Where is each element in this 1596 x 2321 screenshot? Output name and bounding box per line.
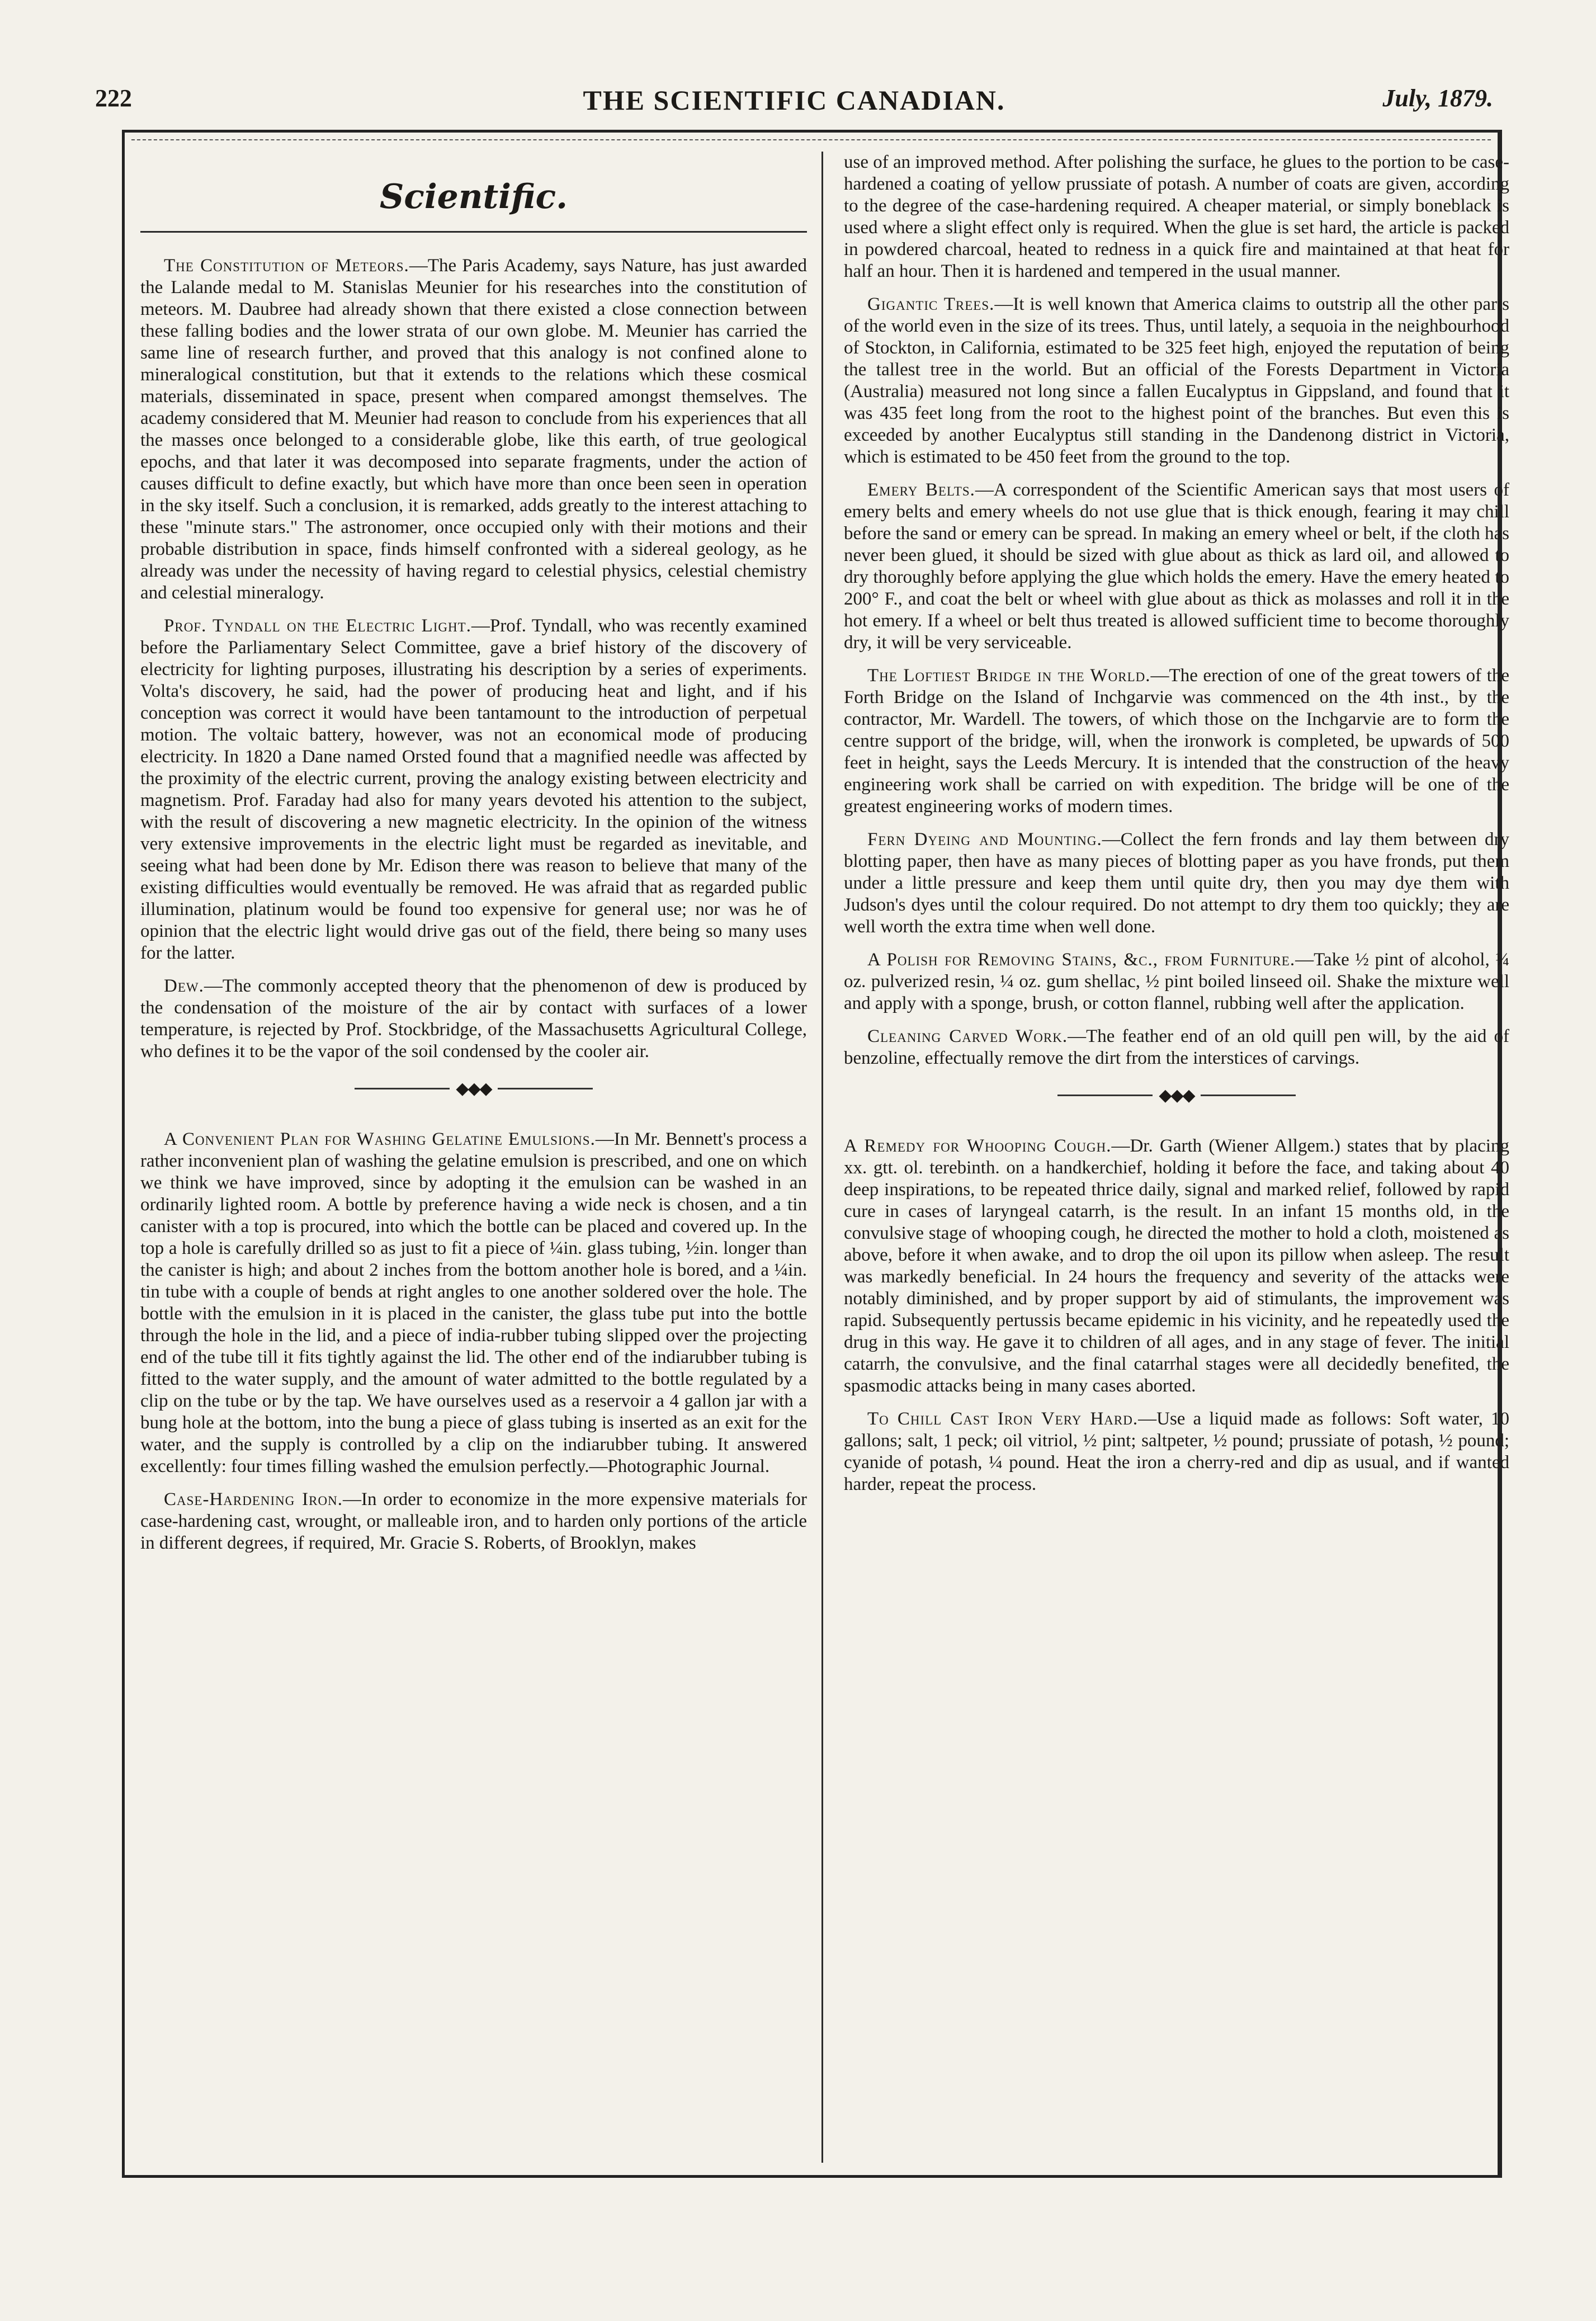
article-paragraph — [844, 1408, 1509, 1496]
ornament-line — [498, 1088, 593, 1089]
article-title: A Remedy for Whooping Cough. — [844, 1135, 1112, 1156]
left-articles — [140, 255, 807, 1063]
article-paragraph — [844, 1026, 1509, 1069]
article-paragraph — [140, 255, 807, 604]
left-articles-after — [140, 1129, 807, 1554]
article-body: —The commonly accepted theory that the phenomenon of dew is produced by the condensation of the moisture of the air by contact with surfaces of a lower temperature, is rejected by Prof. Stockbridge, of the Massachusetts Agricultural College, who defines it to be the vapor of the soil condensed by the cooler air. — [140, 976, 807, 1062]
article-paragraph — [844, 1135, 1509, 1397]
article-body: —Collect the fern fronds and lay them between dry blotting paper, then have as many pieces of blotting paper as you have fronds, put them under a little pressure and keep them until quite dry, then you may dye them with Judson's dyes until the colour required. Do not attempt to dry them too quickly; they are well worth the extra time when well done. — [844, 829, 1509, 937]
article-paragraph — [140, 1489, 807, 1554]
journal-title: THE SCIENTIFIC CANADIAN. — [583, 84, 1005, 116]
column-divider — [821, 152, 823, 2163]
article-body: use of an improved method. After polishing the surface, he glues to the portion to be case-hardened a coating of yellow prussiate of potash. A number of coats are given, according to the degree of the case-hardening required. A cheaper material, or simply boneblack is used where a slight effect only is required. When the glue is set hard, the article is packed in powdered charcoal, heated to redness in a quick fire and maintained at that heat for half an hour. Then it is hardened and tempered in the usual manner. — [844, 152, 1509, 281]
article-body: —Use a liquid made as follows: Soft water, 10 gallons; salt, 1 peck; oil vitriol, ½ pint; saltpeter, ½ pound; prussiate of potash, ½ pound; cyanide of potash, ¼ pound. Heat the iron a cherry-red and dip as usual, and if wanted harder, repeat the process. — [844, 1408, 1509, 1494]
article-title: Case-Hardening Iron. — [164, 1489, 343, 1509]
section-heading: Scientific. — [379, 177, 568, 216]
article-body: —The erection of one of the great towers of the Forth Bridge on the Island of Inchgarvie was commenced on the 4th inst., by the contractor, Mr. Wardell. The towers, of which those on the Inchgarvie are to form the centre support of the bridge, will, when the ironwork is completed, be upwards of 500 feet in height, says the Leeds Mercury. It is intended that the construction of the heavy engineering work shall be carried on with expedition. The bridge will be one of the greatest engineering works of modern times. — [844, 666, 1509, 817]
page-number: 222 — [95, 84, 132, 112]
article-title: Emery Belts. — [867, 480, 975, 500]
article-title: A Polish for Removing Stains, &c., from Furniture. — [867, 950, 1296, 970]
article-title: To Chill Cast Iron Very Hard. — [867, 1408, 1139, 1429]
article-paragraph — [844, 479, 1509, 654]
article-paragraph — [844, 949, 1509, 1015]
right-articles — [844, 152, 1509, 1069]
article-paragraph — [844, 829, 1509, 938]
right-column — [835, 152, 1509, 2163]
article-title: Dew. — [164, 976, 204, 996]
heading-rule — [140, 231, 807, 233]
article-title: Prof. Tyndall on the Electric Light. — [164, 616, 471, 636]
ornament-glyph: ◆◆◆ — [456, 1079, 492, 1098]
right-articles-after — [844, 1135, 1509, 1496]
article-body: —The Paris Academy, says Nature, has just awarded the Lalande medal to M. Stanislas Meunier for his researches into the constitution of meteors. M. Daubree had already shown that there existed a close connection between these falling bodies and the lower strata of our own globe. M. Meunier has carried the same line of research further, and proved that this analogy is not confined alone to mineralogical constitution, but that it extends to the relations which these cosmical materials, disseminated in space, present when compared amongst themselves. The academy considered that M. Meunier had reason to conclude from his experiences that all the masses once belonged to a considerable globe, like this earth, of true geological epochs, and that later it was decomposed into separate fragments, under the action of causes difficult to define exactly, but which have more than once been seen in operation in the sky itself. Such a conclusion, it is remarked, adds greatly to the interest attaching to these "minute stars." The astronomer, once occupied only with their motions and their probable distribution in space, finds himself confronted with a sidereal geology, as he already was under the necessity of having regard to celestial physics, celestial chemistry and celestial mineralogy. — [140, 256, 807, 603]
article-title: Gigantic Trees. — [867, 294, 995, 314]
left-column — [140, 152, 815, 2163]
ornament-divider — [844, 1083, 1509, 1106]
article-body: —It is well known that America claims to outstrip all the other parts of the world even in the size of its trees. Thus, until lately, a sequoia in the neighbourhood of Stockton, in California, estimated to be 325 feet high, enjoyed the reputation of being the tallest tree in the world. But an official of the Forests Department in Victoria (Australia) measured not long since a fallen Eucalyptus in Gippsland, and found that it was 435 feet long from the root to the highest point of the branches. But even this is exceeded by another Eucalyptus still standing in the Dandenong district in Victoria, which is estimated to be 450 feet from the ground to the top. — [844, 294, 1509, 467]
article-paragraph — [844, 152, 1509, 282]
issue-date: July, 1879. — [1382, 84, 1493, 112]
article-title: Cleaning Carved Work. — [867, 1026, 1068, 1046]
ornament-line — [1057, 1095, 1153, 1096]
article-title: The Loftiest Bridge in the World. — [867, 666, 1151, 686]
article-body: —In Mr. Bennett's process a rather inconvenient plan of washing the gelatine emulsion is prescribed, and one on which we think we have improved, since by adopting it the emulsion can be washed in an ordinarily lighted room. A bottle by preference having a wide neck is chosen, and a tin canister with a top is procured, into which the bottle can be placed and covered up. In the top a hole is carefully drilled so as just to fit a piece of ¼in. glass tubing, ½in. longer than the canister is high; and about 2 inches from the bottom another hole is bored, and a ¼in. tin tube with a couple of bends at right angles to one another soldered over the hole. The bottle with the emulsion in it is placed in the canister, the glass tube put into the bottle through the hole in the lid, and a piece of india-rubber tubing slipped over the projecting end of the tube till it fits tightly against the lid. The other end of the indiarubber tubing is fitted to the water supply, and the amount of water admitted to the bottle regulated by a clip on the tube or by the tap. We have ourselves used as a reservoir a 4 gallon jar with a bung hole at the bottom, into the bung a piece of glass tubing is inserted as an exit for the water, and the supply is controlled by a clip on the indiarubber tubing. It answered excellently: four times filling washed the emulsion perfectly.—Photographic Journal. — [140, 1129, 807, 1476]
page-frame — [122, 130, 1509, 2178]
article-title: A Convenient Plan for Washing Gelatine Emulsions. — [164, 1129, 596, 1149]
article-paragraph — [140, 1129, 807, 1478]
article-body: —Take ½ pint of alcohol, ¼ oz. pulverized resin, ¼ oz. gum shellac, ½ pint boiled linseed oil. Shake the mixture well and apply with a sponge, brush, or cotton flannel, rubbing well after the application. — [844, 950, 1509, 1013]
ornament-line — [355, 1088, 450, 1089]
article-title: Fern Dyeing and Mounting. — [867, 829, 1102, 850]
article-paragraph — [140, 615, 807, 964]
article-paragraph — [140, 975, 807, 1063]
frame-inner — [131, 139, 1509, 2168]
article-paragraph — [844, 665, 1509, 818]
article-body: —In order to economize in the more expensive materials for case-hardening cast, wrought, or malleable iron, and to harden only portions of the article in different degrees, if required, Mr. Gracie S. Roberts, of Brooklyn, makes — [140, 1489, 808, 1553]
article-body: —A correspondent of the Scientific American says that most users of emery belts and emery wheels do not use glue that is thick enough, fearing it may chill before the sand or emery can be spread. In making an emery wheel or belt, if the cloth has never been glued, it should be sized with glue about as thick as lard oil, and allowed to dry thoroughly before applying the glue which holds the emery. Have the emery heated to 200° F., and coat the belt or wheel with glue about as thick as molasses and roll it in the hot emery. If a wheel or belt thus treated is allowed sufficient time to become thoroughly dry, it will be very serviceable. — [844, 480, 1509, 653]
article-title: The Constitution of Meteors. — [164, 256, 409, 276]
article-body: —Prof. Tyndall, who was recently examined before the Parliamentary Select Committee, gave a brief history of the discovery of electricity for lighting purposes, illustrating his description by a series of experiments. Volta's discovery, he said, had the power of producing heat and light, and if his conception was correct it would have been tantamount to the introduction of perpetual motion. The voltaic battery, however, was not an economical mode of producing electricity. In 1820 a Dane named Orsted found that a magnified needle was affected by the proximity of the electric current, proving the analogy existing between electricity and magnetism. Prof. Faraday had also for many years devoted his attention to the subject, with the result of discovering a new magnetic electricity. In the opinion of the witness very extensive improvements in the electric light must be regarded as inevitable, and seeing what had been done by Mr. Edison there was reason to believe that many of the existing difficulties would eventually be removed. He was afraid that as regarded public illumination, platinum would be found too expensive for general use; nor was he of opinion that the electric light would drive gas out of the field, there being so many uses for the latter. — [140, 616, 807, 963]
ornament-divider — [140, 1076, 807, 1100]
ornament-line — [1201, 1095, 1296, 1096]
ornament-glyph: ◆◆◆ — [1159, 1086, 1194, 1105]
article-body: —Dr. Garth (Wiener Allgem.) states that by placing xx. gtt. ol. terebinth. on a handkerchief, holding it before the face, and taking about 40 deep inspirations, to be repeated thrice daily, signal and marked relief, followed by rapid cure in cases of laryngeal catarrh, is the result. In an infant 15 months old, in the convulsive stage of whooping cough, he directed the mother to hold a cloth, moistened as above, before it when awake, and to drop the oil upon its pillow when asleep. The result was markedly beneficial. In 24 hours the frequency and severity of the attacks were notably diminished, and by proper support by aid of stimulants, the improvement was rapid. Subsequently pertussis became epidemic in his vicinity, and he repeatedly used the drug in this way. He gave it to children of all ages, and in any stage of fever. The initial catarrh, the convulsive, and the final catarrhal stages were all decidedly benefited, the spasmodic attacks being in many cases aborted. — [844, 1135, 1509, 1396]
page-header — [95, 84, 1493, 117]
article-paragraph — [844, 294, 1509, 468]
article-body: —The feather end of an old quill pen will, by the aid of benzoline, effectually remove the dirt from the interstices of carvings. — [844, 1026, 1509, 1068]
